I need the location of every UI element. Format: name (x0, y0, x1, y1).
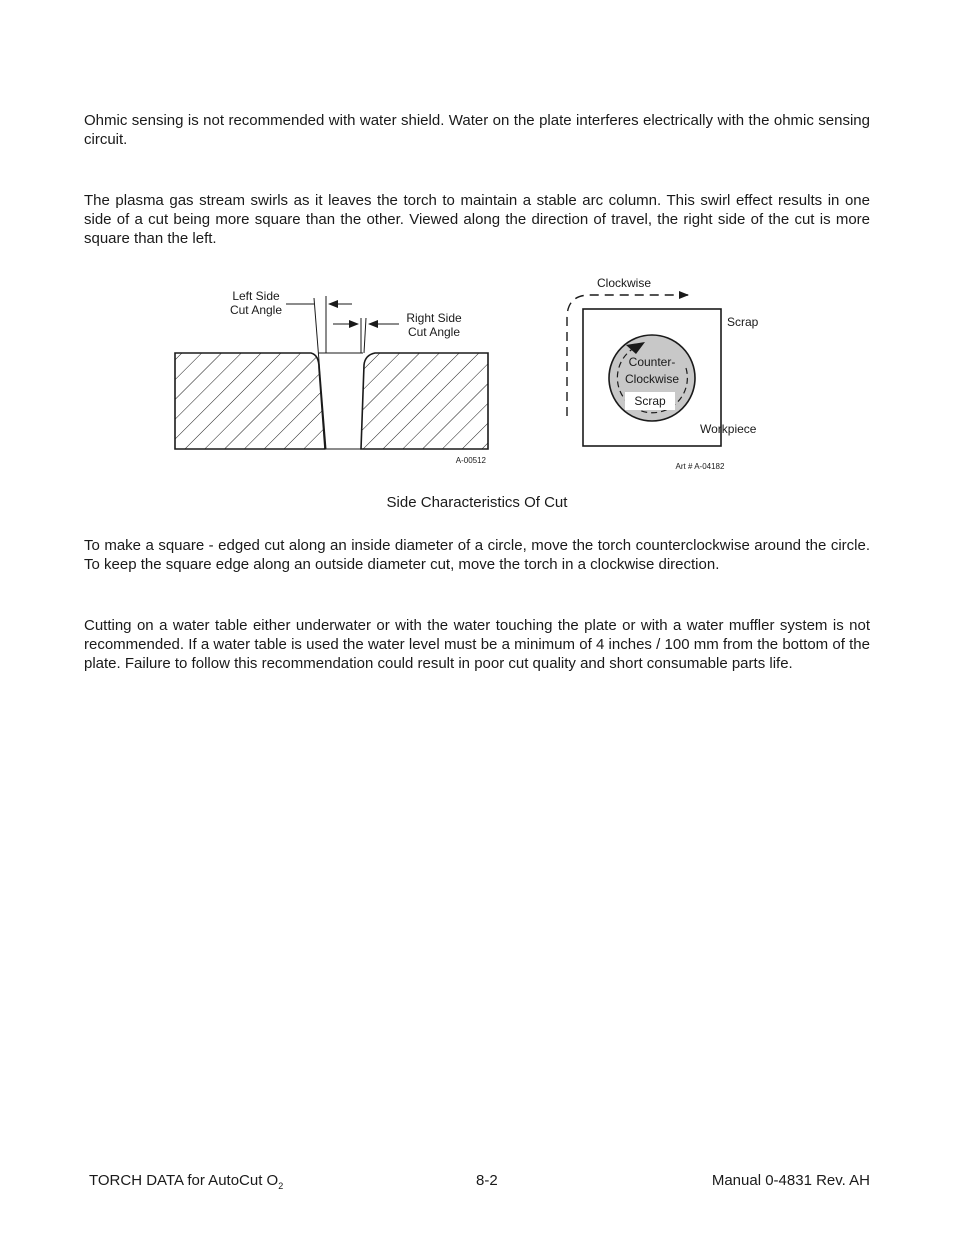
right-plate-section (361, 353, 488, 449)
workpiece-label: Workpiece (700, 422, 757, 436)
cut-direction-diagram (567, 276, 759, 471)
inner-scrap-label: Scrap (634, 394, 666, 408)
left-plate-section (175, 353, 325, 449)
footer-manual-number: Manual 0-4831 Rev. AH (711, 1172, 870, 1189)
art-number-right: Art # A-04182 (675, 462, 725, 471)
ohmic-sensing-paragraph: Ohmic sensing is not recommended with water shield. Water on the plate interferes electrically with the ohmic sensing circuit. (84, 112, 870, 148)
clockwise-label: Clockwise (597, 276, 652, 290)
counterclockwise-label: Clockwise (624, 372, 680, 386)
footer-page-number: 8-2 (476, 1172, 498, 1189)
figure-caption: Side Characteristics Of Cut (386, 494, 568, 511)
right-cut-angle-label: Cut Angle (407, 325, 461, 339)
swirl-effect-paragraph: The plasma gas stream swirls as it leaves the torch to maintain a stable arc column. This swirl effect results in one side of a cut being more square than the other. Viewed along the direction of travel, the right side of the cut is more square than the left. (84, 192, 870, 247)
outer-scrap-label: Scrap (727, 315, 759, 329)
footer-title-text: TORCH DATA for AutoCut O (89, 1172, 279, 1189)
water-table-paragraph: Cutting on a water table either underwater or with the water touching the plate or with a water muffler system is not recommended. If a water table is used the water level must be a minimum of 4 inches / 100 mm from the bottom of the plate. Failure to follow this recommendation could result in poor cut quality and short consumable parts life. (84, 617, 870, 672)
right-cut-angle-label: Right Side (406, 311, 462, 325)
cut-characteristics-figure (0, 255, 954, 485)
kerf-cross-section-diagram (175, 289, 488, 465)
footer-title-subscript: 2 (278, 1181, 284, 1191)
art-number-left: A-00512 (455, 456, 486, 465)
left-cut-angle-label: Left Side (232, 289, 280, 303)
footer-document-title (89, 1172, 283, 1190)
counterclockwise-label: Counter- (628, 355, 676, 369)
left-cut-angle-label: Cut Angle (229, 303, 283, 317)
cut-direction-paragraph: To make a square - edged cut along an inside diameter of a circle, move the torch counterclockwise around the circle. To keep the square edge along an outside diameter cut, move the torch in a clockwise direction. (84, 537, 870, 573)
